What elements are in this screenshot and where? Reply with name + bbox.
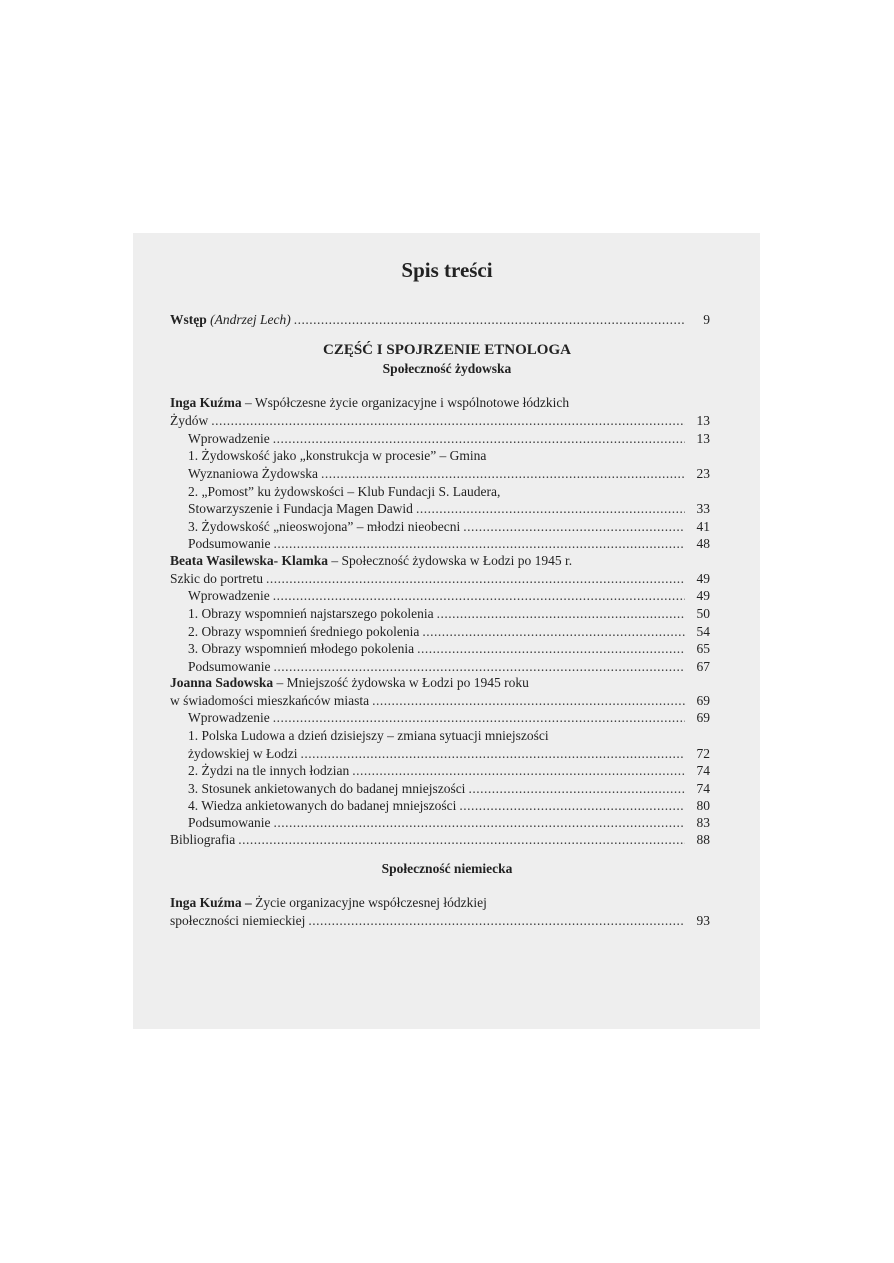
page-number: 83 bbox=[696, 815, 710, 830]
dot-leader bbox=[238, 830, 685, 850]
entry-text: 2. „Pomost” ku żydowskości – Klub Fundacji S. Laudera, bbox=[188, 484, 501, 499]
dot-leader bbox=[417, 639, 685, 659]
toc-entry-author bbox=[170, 551, 710, 571]
entry-text: 2. Żydzi na tle innych łodzian bbox=[188, 763, 350, 778]
entry-text: 3. Obrazy wspomnień młodego pokolenia bbox=[188, 641, 415, 656]
entry-text: 1. Żydowskość jako „konstrukcja w procesie” – Gmina bbox=[188, 448, 487, 463]
toc-entry-author bbox=[170, 673, 710, 693]
toc-entry bbox=[188, 708, 710, 728]
intro-label: Wstęp bbox=[170, 312, 207, 327]
entry-text: społeczności niemieckiej bbox=[170, 913, 306, 928]
intro-author: (Andrzej Lech) bbox=[210, 312, 291, 327]
page-number: 65 bbox=[696, 641, 710, 656]
entry-text: Wprowadzenie bbox=[188, 710, 270, 725]
dot-leader bbox=[294, 310, 685, 330]
entry-author: Inga Kuźma – bbox=[170, 895, 252, 910]
section-heading-german: Społeczność niemiecka bbox=[381, 861, 513, 876]
page-number: 33 bbox=[696, 501, 710, 516]
toc-entry bbox=[188, 446, 710, 466]
toc-entry-author bbox=[170, 393, 710, 413]
entry-text: Wprowadzenie bbox=[188, 431, 270, 446]
page-number: 13 bbox=[696, 413, 710, 428]
toc-entry bbox=[170, 830, 710, 850]
page-number: 93 bbox=[696, 913, 710, 928]
entry-text: Podsumowanie bbox=[188, 815, 271, 830]
entry-text: – Społeczność żydowska w Łodzi po 1945 r. bbox=[328, 553, 573, 568]
entry-text: Podsumowanie bbox=[188, 536, 271, 551]
dot-leader bbox=[437, 604, 685, 624]
toc-entry bbox=[188, 499, 710, 519]
dot-leader bbox=[273, 708, 685, 728]
entry-text: w świadomości mieszkańców miasta bbox=[170, 693, 370, 708]
entry-text: 3. Stosunek ankietowanych do badanej mniejszości bbox=[188, 781, 466, 796]
page-number: 69 bbox=[696, 710, 710, 725]
page-number: 50 bbox=[696, 606, 710, 621]
toc-entry bbox=[188, 761, 710, 781]
entry-author: Inga Kuźma bbox=[170, 395, 242, 410]
toc-entry-author bbox=[170, 893, 710, 913]
page-number: 9 bbox=[703, 312, 710, 327]
page-number: 49 bbox=[696, 571, 710, 586]
entry-text: Wyznaniowa Żydowska bbox=[188, 466, 319, 481]
page-number: 49 bbox=[696, 588, 710, 603]
page-number: 74 bbox=[696, 763, 710, 778]
page-number: 41 bbox=[696, 519, 710, 534]
part-heading: CZĘŚĆ I SPOJRZENIE ETNOLOGA bbox=[323, 342, 571, 358]
entry-author: Joanna Sadowska bbox=[170, 675, 274, 690]
toc-entry bbox=[188, 726, 710, 746]
toc-entry bbox=[188, 586, 710, 606]
page-number: 72 bbox=[696, 746, 710, 761]
page-number: 88 bbox=[696, 832, 710, 847]
dot-leader bbox=[308, 911, 685, 931]
page-number: 69 bbox=[696, 693, 710, 708]
page-number: 54 bbox=[696, 624, 710, 639]
page-number: 23 bbox=[696, 466, 710, 481]
page-number: 67 bbox=[696, 659, 710, 674]
dot-leader bbox=[211, 411, 685, 431]
toc-entry bbox=[188, 639, 710, 659]
toc-entry bbox=[170, 911, 710, 931]
page-title: Spis treści bbox=[401, 258, 493, 282]
entry-author: Beata Wasilewska- Klamka bbox=[170, 553, 329, 568]
entry-text: żydowskiej w Łodzi bbox=[188, 746, 298, 761]
entry-text: 4. Wiedza ankietowanych do badanej mniejszości bbox=[188, 798, 457, 813]
entry-text: Podsumowanie bbox=[188, 659, 271, 674]
entry-text: Szkic do portretu bbox=[170, 571, 263, 586]
entry-text: 1. Polska Ludowa a dzień dzisiejszy – zmiana sytuacji mniejszości bbox=[188, 728, 549, 743]
entry-text: – Współczesne życie organizacyjne i wspólnotowe łódzkich bbox=[241, 395, 570, 410]
entry-text: 1. Obrazy wspomnień najstarszego pokolenia bbox=[188, 606, 434, 621]
dot-leader bbox=[416, 499, 685, 519]
dot-leader bbox=[352, 761, 685, 781]
page-number: 13 bbox=[696, 431, 710, 446]
entry-text: 3. Żydowskość „nieoswojona” – młodzi nieobecni bbox=[188, 519, 461, 534]
toc-entry-intro bbox=[170, 310, 710, 330]
dot-leader bbox=[273, 586, 685, 606]
page-number: 48 bbox=[696, 536, 710, 551]
entry-text: Życie organizacyjne współczesnej łódzkiej bbox=[251, 895, 487, 910]
entry-text: 2. Obrazy wspomnień średniego pokolenia bbox=[188, 624, 420, 639]
entry-text: Bibliografia bbox=[170, 832, 236, 847]
toc-entry bbox=[170, 411, 710, 431]
page-number: 74 bbox=[696, 781, 710, 796]
entry-text: – Mniejszość żydowska w Łodzi po 1945 roku bbox=[273, 675, 529, 690]
page-number: 80 bbox=[696, 798, 710, 813]
section-heading-jewish: Społeczność żydowska bbox=[382, 361, 512, 376]
toc-entry bbox=[188, 464, 710, 484]
toc-entry bbox=[188, 604, 710, 624]
entry-text: Stowarzyszenie i Fundacja Magen Dawid bbox=[188, 501, 413, 516]
entry-text: Żydów bbox=[170, 413, 209, 428]
entry-text: Wprowadzenie bbox=[188, 588, 270, 603]
dot-leader bbox=[321, 464, 685, 484]
